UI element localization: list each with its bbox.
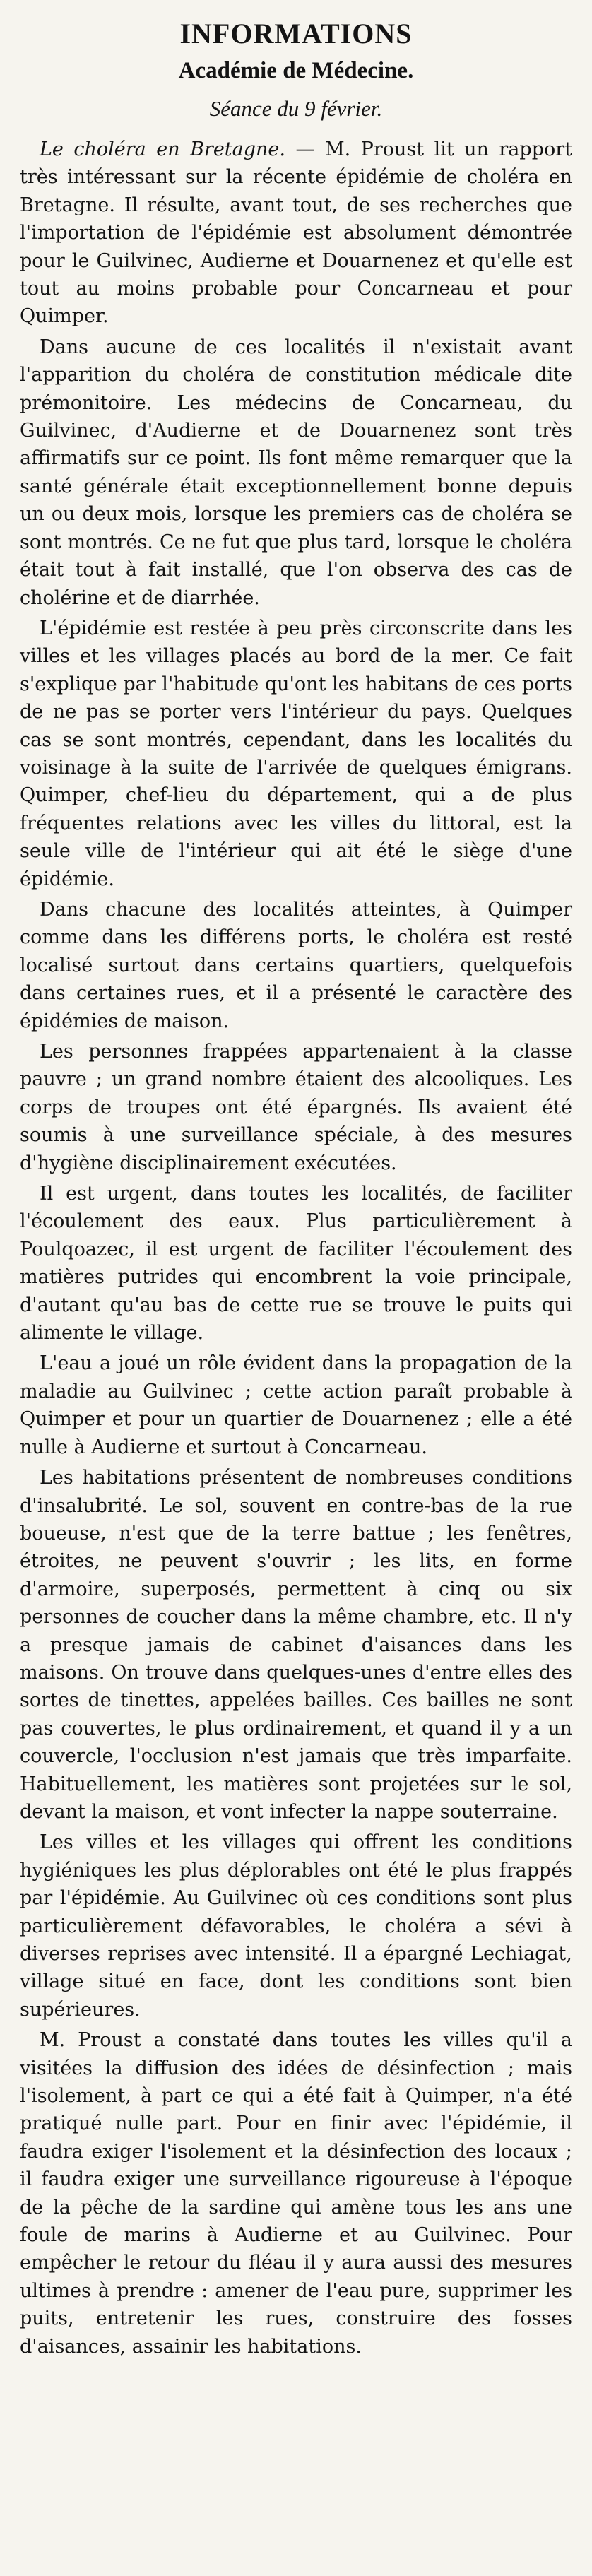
paragraph-5: Les personnes frappées appartenaient à la classe pauvre ; un grand nombre étaient des alcooliques. Les corps de troupes ont été épargnés. Ils avaient été soumis à une surveillance spéciale, à des mesures d'hygiène disciplinairement exécutées. (20, 1041, 572, 1174)
paragraph-1 (20, 136, 572, 331)
page-title: INFORMATIONS (179, 18, 413, 49)
paragraph-7: L'eau a joué un rôle évident dans la propagation de la maladie au Guilvinec ; cette action paraît probable à Quimper et pour un quartier de Douarnenez ; elle a été nulle à Audierne et surtout à Concarneau. (20, 1352, 572, 1458)
paragraph-4: Dans chacune des localités atteintes, à Quimper comme dans les différens ports, le choléra est resté localisé surtout dans certains quartiers, quelquefois dans certaines rues, et il a présenté le caractère des épidémies de maison. (20, 898, 572, 1032)
article-body (20, 136, 572, 2361)
paragraph-2: Dans aucune de ces localités il n'existait avant l'apparition du choléra de constitution médicale dite prémonitoire. Les médecins de Concarneau, du Guilvinec, d'Audierne et de Douarnenez sont très affirmatifs sur ce point. Ils font même remarquer que la santé générale était exceptionnellement bonne depuis un ou deux mois, lorsque les premiers cas de choléra se sont montrés. Ce ne fut que plus tard, lorsque le choléra était tout à fait installé, que l'on observa des cas de cholérine et de diarrhée. (20, 336, 572, 609)
paragraph-9: Les villes et les villages qui offrent les conditions hygiéniques les plus déplorables ont été le plus frappés par l'épidémie. Au Guilvinec où ces conditions sont plus particulièrement défavorables, le choléra a sévi à diverses reprises avec intensité. Il a épargné Lechiagat, village situé en face, dont les conditions sont bien supérieures. (20, 1831, 572, 2021)
paragraph-8: Les habitations présentent de nombreuses conditions d'insalubrité. Le sol, souvent en contre-bas de la rue boueuse, n'est que de la terre battue ; les fenêtres, étroites, ne peuvent s'ouvrir ; les lits, en forme d'armoire, superposés, permettent à cinq ou six personnes de coucher dans la même chambre, etc. Il n'y a presque jamais de cabinet d'aisances dans les maisons. On trouve dans quelques-unes d'entre elles des sortes de tinettes, appelées bailles. Ces bailles ne sont pas couvertes, le plus ordinairement, et quand il y a un couvercle, l'occlusion n'est jamais que très imparfaite. Habituellement, les matières sont projetées sur le sol, devant la maison, et vont infecter la nappe souterraine. (20, 1467, 572, 1823)
paragraph-10: M. Proust a constaté dans toutes les villes qu'il a visitées la diffusion des idées de désinfection ; mais l'isolement, à part ce qui a été fait à Quimper, n'a été pratiqué nulle part. Pour en finir avec l'épidémie, il faudra exiger l'isolement et la désinfection des locaux ; il faudra exiger une surveillance rigoureuse à l'époque de la pêche de la sardine qui amène tous les ans une foule de marins à Audierne et au Guilvinec. Pour empêcher le retour du fléau il y aura aussi des mesures ultimes à prendre : amener de l'eau pure, supprimer les puits, entretenir les rues, construire des fosses d'aisances, assainir les habitations. (20, 2029, 572, 2358)
paragraph-3: L'épidémie est restée à peu près circonscrite dans les villes et les villages placés au bord de la mer. Ce fait s'explique par l'habitude qu'ont les habitans de ces ports de ne pas se porter vers l'intérieur du pays. Quelques cas se sont montrés, cependant, dans les localités du voisinage à la suite de l'arrivée de quelques émigrans. Quimper, chef-lieu du département, qui a de plus fréquentes relations avec les villes du littoral, est la seule ville de l'intérieur qui ait été le siège d'une épidémie. (20, 617, 572, 890)
session-date: Séance du 9 février. (209, 96, 383, 121)
section-subhead: Académie de Médecine. (178, 58, 414, 83)
paragraph-1-text: — M. Proust lit un rapport très intéressant sur la récente épidémie de choléra en Bretagne. Il résulte, avant tout, de ses recherches que l'importation de l'épidémie est absolument démontrée pour le Guilvinec, Audierne et Douarnenez et qu'elle est tout au moins probable pour Concarneau et pour Quimper. (20, 138, 572, 328)
lead-title: Le choléra en Bretagne. (40, 138, 285, 160)
paragraph-6: Il est urgent, dans toutes les localités, de faciliter l'écoulement des eaux. Plus particulièrement à Poulqoazec, il est urgent de faciliter l'écoulement des matières putrides qui encombrent la voie principale, d'autant qu'au bas de cette rue se trouve le puits qui alimente le village. (20, 1183, 572, 1345)
